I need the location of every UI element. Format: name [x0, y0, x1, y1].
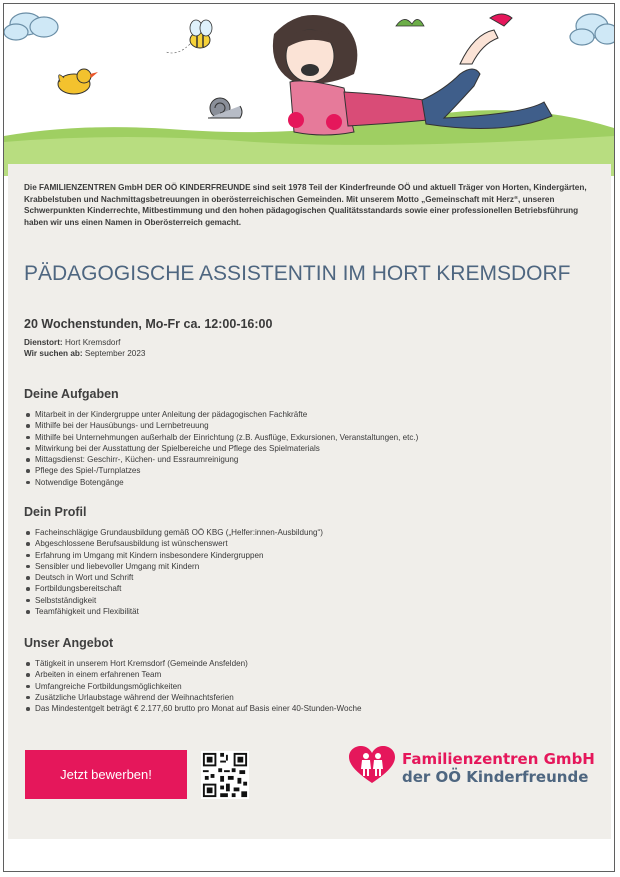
- list-item: Notwendige Botengänge: [24, 477, 418, 488]
- list-item: Das Mindestentgelt beträgt € 2.177,60 brutto pro Monat auf Basis einer 40-Stunden-Woche: [24, 703, 362, 714]
- list-item: Erfahrung im Umgang mit Kindern insbesondere Kindergruppen: [24, 550, 323, 561]
- list-item: Deutsch in Wort und Schrift: [24, 572, 323, 583]
- hero-illustration: [4, 4, 614, 176]
- girl-illustration: [4, 4, 614, 176]
- list-item: Teamfähigkeit und Flexibilität: [24, 606, 323, 617]
- list-item: Mitwirkung bei der Ausstattung der Spielbereiche und Pflege des Spielmaterials: [24, 443, 418, 454]
- bird-icon: [58, 69, 98, 94]
- location-value: Hort Kremsdorf: [64, 338, 121, 347]
- location-label: Dienstort:: [24, 338, 63, 347]
- tasks-list: [24, 409, 418, 488]
- job-meta: [24, 337, 145, 359]
- tasks-heading: Deine Aufgaben: [24, 387, 119, 401]
- list-item: Mittagsdienst: Geschirr-, Küchen- und Essraumreinigung: [24, 454, 418, 465]
- intro-text: Die FAMILIENZENTREN GmbH DER OÖ KINDERFREUNDE sind seit 1978 Teil der Kinderfreunde OÖ und aktuell Träger von Horten, Kindergärten, Krabbelstuben und Nachmittagsbetreuungen in oberösterreichischen Gemeinden. Mit unserem Motto „Gemeinschaft mit Herz“, unseren Schwerpunkten Kinderrechte, Mitbestimmung und den hohen pädagogischen Qualitätsstandards sowie einer professionellen Betriebsführung haben wir uns einen Namen in Oberösterreich gemacht.: [24, 183, 587, 227]
- page-frame: [3, 3, 615, 872]
- list-item: Sensibler und liebevoller Umgang mit Kindern: [24, 561, 323, 572]
- list-item: Mithilfe bei der Hausübungs- und Lernbetreuung: [24, 420, 418, 431]
- list-item: Mitarbeit in der Kindergruppe unter Anleitung der pädagogischen Fachkräfte: [24, 409, 418, 420]
- snail-icon: [208, 98, 242, 118]
- apply-button[interactable]: Jetzt bewerben!: [25, 750, 187, 799]
- job-title: PÄDAGOGISCHE ASSISTENTIN IM HORT KREMSDORF: [24, 262, 571, 285]
- list-item: Facheinschlägige Grundausbildung gemäß OÖ KBG („Helfer:innen-Ausbildung“): [24, 527, 323, 538]
- start-row: [24, 348, 145, 359]
- cloud-icon: [4, 13, 58, 40]
- offer-heading: Unser Angebot: [24, 636, 114, 650]
- list-item: Arbeiten in einem erfahrenen Team: [24, 669, 362, 680]
- logo-line2: der OÖ Kinderfreunde: [402, 768, 589, 786]
- bee-icon: [166, 20, 212, 53]
- list-item: Zusätzliche Urlaubstage während der Weihnachtsferien: [24, 692, 362, 703]
- list-item: Umfangreiche Fortbildungsmöglichkeiten: [24, 681, 362, 692]
- location-row: [24, 337, 145, 348]
- start-label: Wir suchen ab:: [24, 349, 83, 358]
- offer-list: [24, 658, 362, 714]
- logo-line1: Familienzentren GmbH: [402, 750, 595, 768]
- profile-heading: Dein Profil: [24, 505, 87, 519]
- list-item: Mithilfe bei Unternehmungen außerhalb der Einrichtung (z.B. Ausflüge, Exkursionen, Veranstaltungen, etc.): [24, 432, 418, 443]
- start-value: September 2023: [84, 349, 146, 358]
- list-item: Tätigkeit in unserem Hort Kremsdorf (Gemeinde Ansfelden): [24, 658, 362, 669]
- list-item: Fortbildungsbereitschaft: [24, 583, 323, 594]
- profile-list: [24, 527, 323, 617]
- children-heart-logo-icon: [347, 745, 397, 785]
- job-hours: 20 Wochenstunden, Mo-Fr ca. 12:00-16:00: [24, 317, 273, 331]
- qr-code-icon[interactable]: [201, 751, 249, 799]
- list-item: Selbstständigkeit: [24, 595, 323, 606]
- list-item: Pflege des Spiel-/Turnplatzes: [24, 465, 418, 476]
- list-item: Abgeschlossene Berufsausbildung ist wünschenswert: [24, 538, 323, 549]
